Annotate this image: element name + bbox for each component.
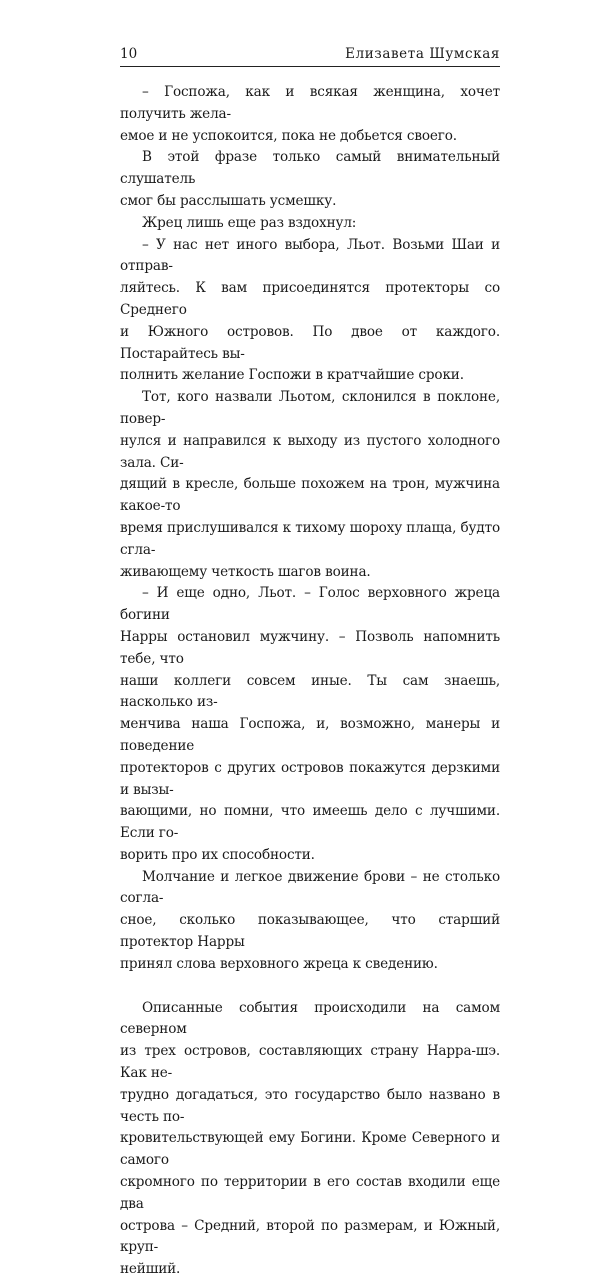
page-header: [120, 44, 500, 64]
paragraph: Жрец лишь еще раз вздохнул:: [142, 214, 357, 231]
paragraph: – Госпожа, как и всякая женщина, хочет получить жела- емое и не успокоится, пока не добьется своего.: [120, 84, 500, 144]
header-rule: [120, 66, 500, 67]
paragraph: – И еще одно, Льот. – Голос верховного жреца богини Нарры остановил мужчину. – Позволь напомнить тебе, что наши коллеги совсем иные. Ты сам знаешь, насколько из- менчива наша Госпожа, и, возможно, манеры и поведение протекторов с других островов покажутся дерзкими и вызы- вающими, но помни, что имеешь дело с лучшими. Если го- ворить про их способности.: [120, 585, 500, 863]
running-title: Елизавета Шумская: [345, 46, 500, 62]
paragraph: Описанные события происходили на самом северном из трех островов, составляющих страну Нарра-шэ. Как не- трудно догадаться, это государство было названо в честь по- кровительствующей ему Богини. Кроме Северного и самого скромного по территории в его состав входили еще два острова – Средний, второй по размерам, и Южный, круп- нейший.: [120, 999, 500, 1278]
paragraph: – У нас нет иного выбора, Льот. Возьми Шаи и отправ- ляйтесь. К вам присоединятся протекторы со Среднего и Южного островов. По двое от каждого. Постарайтесь вы- полнить желание Госпожи в кратчайшие сроки.: [120, 236, 500, 384]
paragraph: Молчание и легкое движение брови – не столько согла- сное, сколько показывающее, что старший протектор Нарры принял слова верховного жреца к сведению.: [120, 868, 500, 972]
paragraph: В этой фразе только самый внимательный слушатель смог бы расслышать усмешку.: [120, 149, 500, 209]
paragraph: Тот, кого назвали Льотом, склонился в поклоне, повер- нулся и направился к выходу из пустого холодного зала. Си- дящий в кресле, больше похожем на трон, мужчина какое-то время прислушивался к тихому шороху плаща, будто сгла- живающему четкость шагов воина.: [120, 389, 500, 580]
page-number: 10: [120, 46, 138, 62]
body-text: [120, 82, 500, 1281]
section-break: [120, 976, 500, 998]
